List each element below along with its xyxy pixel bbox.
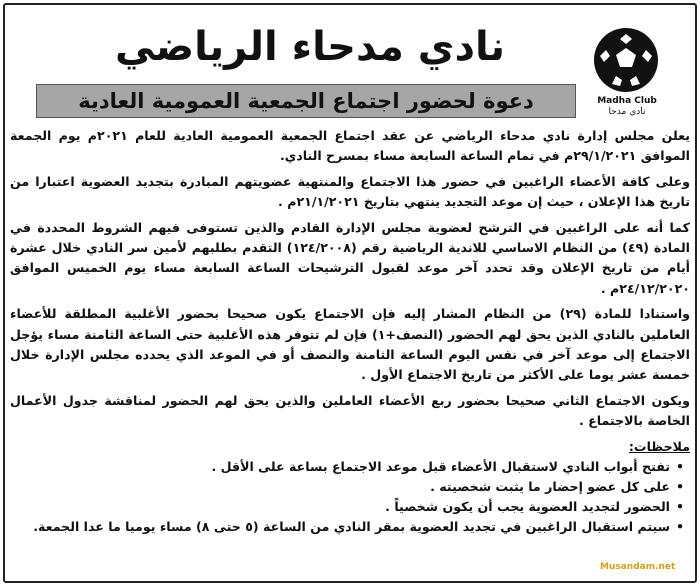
logo-arabic-text: نادي مدحا [608,107,646,117]
announcement-body [10,126,690,537]
logo-english-text: Madha Club [597,96,657,106]
note-item: • الحضور لتجديد العضوية يجب أن يكون شخصياً . [10,497,670,517]
paragraph-membership-renewal: وعلى كافة الأعضاء الراغبين في حضور هذا الاجتماع والمنتهية عضويتهم المبادرة بتجديد العضوية اعتبارا من تاريخ هذا الإعلان ، حيث إن موعد التجديد ينتهي بتاريخ ٢١/١/٢٠٢١م . [10,173,690,210]
club-logo [584,28,670,117]
subtitle-banner [36,84,576,118]
announcement-subtitle: دعوة لحضور اجتماع الجمعية العمومية العادية [78,89,534,113]
note-item: • على كل عضو إحضار ما يثبت شخصيته . [10,477,670,497]
paragraph-meeting-date: يعلن مجلس إدارة نادي مدحاء الرياضي عن عقد اجتماع الجمعية العمومية العادية للعام ٢٠٢١م يوم الجمعة الموافق ٢٩/١/٢٠٢١م في تمام الساعة السابعة مساء بمسرح النادي. [10,128,690,164]
paragraph-second-meeting: ويكون الاجتماع الثاني صحيحا بحضور ربع الأعضاء العاملين والذين يحق لهم الحضور لمناقشة جدول الأعمال الخاصة بالاجتماع . [10,392,690,429]
notes-heading: ملاحظات: [628,438,690,454]
football-icon [594,28,658,92]
notes-list [10,457,690,537]
note-item: • سيتم استقبال الراغبين في تجديد العضوية بمقر النادي من الساعة (٥ حتى ٨) مساء يوميا ما عدا الجمعة. [10,517,670,537]
paragraph-nominations: كما أنه على الراغبين في الترشح لعضوية مجلس الإدارة القادم والذين تستوفى فيهم الشروط المحددة في المادة (٤٩) من النظام الاساسي للاندية الرياضية رقم (١٢٤/٢٠٠٨) التقدم بطلبهم لأمين سر النادي خلال عشرة أيام من تاريخ الإعلان وقد تحدد آخر موعد لقبول الترشيحات الساعة السابعة مساء يوم الخميس الموافق ٢٤/١٢/٢٠٢٠م . [10,219,690,296]
paragraph-quorum: واستنادا للمادة (٢٩) من النظام المشار إليه فإن الاجتماع يكون صحيحا بحضور الأغلبية المطلقة للأعضاء العاملين بالنادي الذين يحق لهم الحضور (النصف+١) فإن لم تتوفر هذه الأغلبية حتى الساعة الثامنة مساء يؤجل الاجتماع إلى موعد آخر في نفس اليوم الساعة الثامنة والنصف أو في الموعد الذي يحدده مجلس الإدارة خلال خمسة عشر يوما على الأكثر من تاريخ الاجتماع الأول . [10,306,690,383]
club-title: نادي مدحاء الرياضي [114,24,506,70]
source-watermark: Musandam.net [600,562,676,572]
note-item: • تفتح أبواب النادي لاستقبال الأعضاء قبل موعد الاجتماع بساعة على الأقل . [10,457,670,477]
